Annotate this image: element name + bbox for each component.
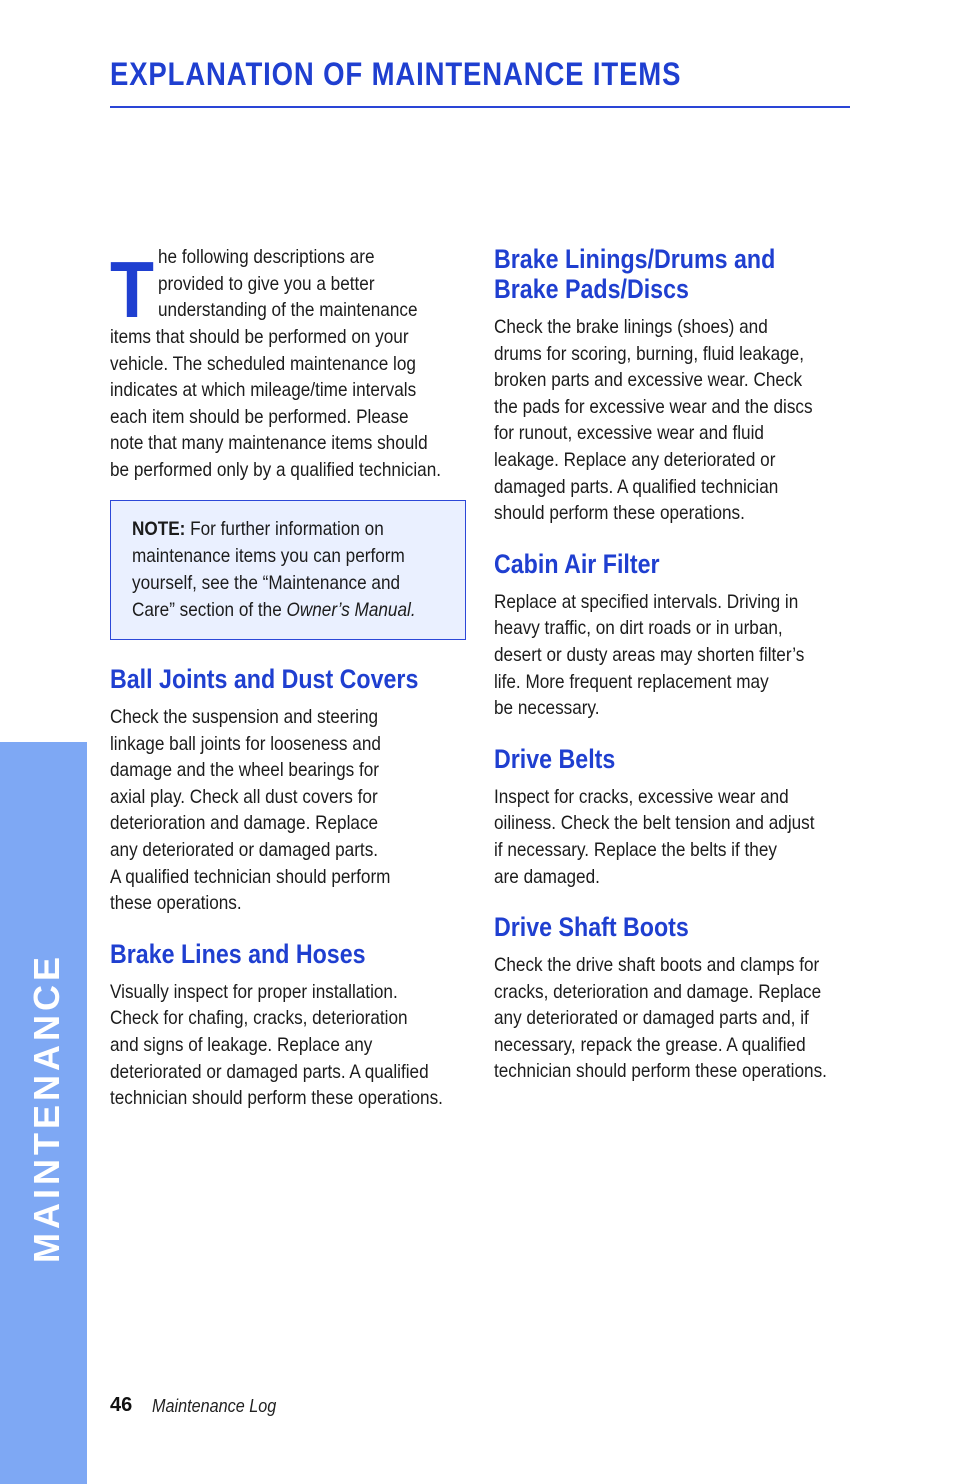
section-heading: Cabin Air Filter: [494, 548, 660, 579]
section-body: Check the suspension and steering linkage ball joints for looseness and damage and the wheel bearings for axial play. Check all dust covers for deterioration and damage. Replace any deteriorated or damaged parts. A qualified technician should perform these operations.: [110, 706, 391, 915]
page-number: 46: [110, 1394, 133, 1416]
section-body: Replace at specified intervals. Driving in heavy traffic, on dirt roads or in urban, desert or dusty areas may shorten filter’s life. More frequent replacement may be necessary.: [494, 590, 805, 720]
right-column: [494, 244, 850, 1085]
section-body: Visually inspect for proper installation. Check for chafing, cracks, deterioration and signs of leakage. Replace any deteriorated or damaged parts. A qualified technician should perform these operations.: [110, 980, 443, 1110]
section-heading: Drive Belts: [494, 743, 616, 774]
section-heading: Drive Shaft Boots: [494, 912, 689, 943]
side-tab-label: MAINTENANCE: [26, 953, 67, 1263]
section-drive-belts: [494, 744, 850, 890]
intro-body: items that should be performed on your vehicle. The scheduled maintenance log indicates at which mileage/time intervals each item should be performed. Please note that many maintenance items should be performed only by a qualified technician.: [110, 326, 442, 481]
note-manual-title: Owner’s Manual.: [286, 599, 416, 621]
drop-cap: T: [110, 245, 154, 334]
left-column: [110, 244, 466, 1112]
note-body: For further information on maintenance items you can perform yourself, see the “Maintenance and Care” section of the: [132, 518, 405, 621]
section-body: Inspect for cracks, excessive wear and oiliness. Check the belt tension and adjust if necessary. Replace the belts if they are damaged.: [494, 785, 815, 888]
section-drive-shaft-boots: [494, 912, 850, 1085]
footer-label: Maintenance Log: [152, 1396, 277, 1416]
note-box: [110, 500, 466, 640]
section-heading: Brake Lines and Hoses: [110, 938, 366, 969]
section-body: Check the drive shaft boots and clamps for cracks, deterioration and damage. Replace any deteriorated or damaged parts and, if necessary, repack the grease. A qualified technician should perform these operations.: [494, 954, 827, 1083]
section-body: Check the brake linings (shoes) and drums for scoring, burning, fluid leakage, broken parts and excessive wear. Check the pads for excessive wear and the discs for runout, excessive wear and fluid leakage. Replace any deteriorated or damaged parts. A qualified technician should perform these operations.: [494, 316, 813, 525]
section-heading: Ball Joints and Dust Covers: [110, 664, 419, 694]
section-heading: Brake Linings/Drums and Brake Pads/Discs: [494, 244, 776, 304]
title-divider: [110, 106, 850, 108]
section-brake-lines: [110, 939, 466, 1112]
section-cabin-air-filter: [494, 549, 850, 722]
section-brake-linings: [494, 244, 850, 527]
section-ball-joints: [110, 664, 466, 917]
note-label: NOTE:: [132, 518, 186, 540]
page-title: EXPLANATION OF MAINTENANCE ITEMS: [110, 56, 682, 92]
intro-paragraph: [110, 244, 466, 480]
intro-first-lines: he following descriptions are provided to give you a better understanding of the maintenance: [158, 246, 418, 322]
note-text: [132, 516, 422, 624]
left-sections: [110, 664, 466, 1112]
